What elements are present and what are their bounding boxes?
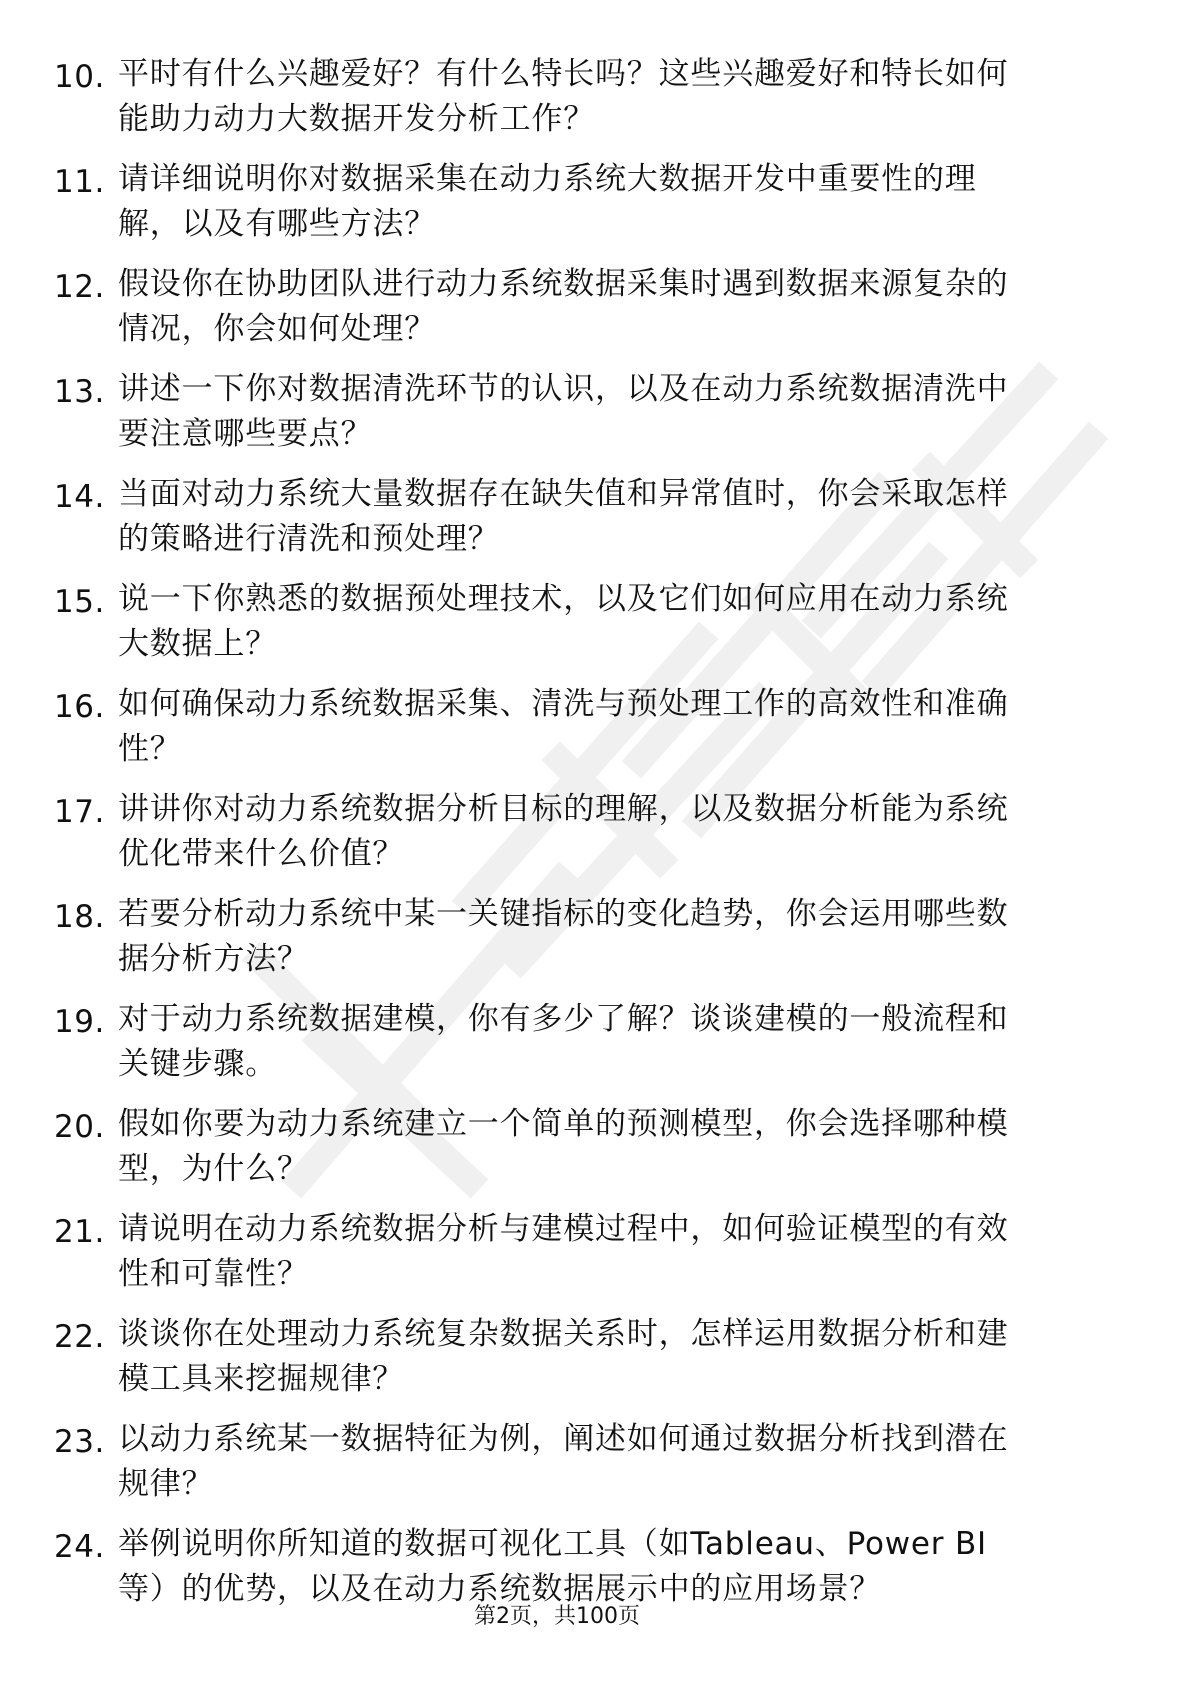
question-item-12 bbox=[0, 256, 1190, 361]
question-number: 10. bbox=[54, 59, 105, 95]
question-item-10 bbox=[0, 46, 1190, 151]
question-number: 21. bbox=[54, 1214, 105, 1250]
question-number: 18. bbox=[54, 899, 105, 935]
question-text: 谈谈你在处理动力系统复杂数据关系时，怎样运用数据分析和建模工具来挖掘规律？ bbox=[118, 1316, 1009, 1397]
question-number: 13. bbox=[54, 374, 105, 410]
question-item-21 bbox=[0, 1201, 1190, 1306]
question-text: 如何确保动力系统数据采集、清洗与预处理工作的高效性和准确性？ bbox=[118, 686, 1009, 767]
question-item-13 bbox=[0, 361, 1190, 466]
question-number: 16. bbox=[54, 689, 105, 725]
question-item-19 bbox=[0, 991, 1190, 1096]
question-text: 若要分析动力系统中某一关键指标的变化趋势，你会运用哪些数据分析方法？ bbox=[118, 896, 1009, 977]
question-text: 说一下你熟悉的数据预处理技术，以及它们如何应用在动力系统大数据上？ bbox=[118, 581, 1009, 662]
question-item-23 bbox=[0, 1411, 1190, 1516]
question-number: 23. bbox=[54, 1424, 105, 1460]
question-number: 22. bbox=[54, 1319, 105, 1355]
question-number: 19. bbox=[54, 1004, 105, 1040]
question-number: 11. bbox=[54, 164, 105, 200]
question-text: 对于动力系统数据建模，你有多少了解？谈谈建模的一般流程和关键步骤。 bbox=[118, 1001, 1009, 1082]
question-item-17 bbox=[0, 781, 1190, 886]
question-number: 17. bbox=[54, 794, 105, 830]
page-number-footer: 第2页，共100页 bbox=[474, 1604, 640, 1629]
question-number: 24. bbox=[54, 1529, 105, 1565]
question-item-11 bbox=[0, 151, 1190, 256]
question-number: 14. bbox=[54, 479, 105, 515]
question-list bbox=[0, 46, 1190, 1621]
question-number: 15. bbox=[54, 584, 105, 620]
question-item-16 bbox=[0, 676, 1190, 781]
question-text: 平时有什么兴趣爱好？有什么特长吗？这些兴趣爱好和特长如何能助力动力大数据开发分析工作？ bbox=[118, 56, 1009, 137]
question-item-20 bbox=[0, 1096, 1190, 1201]
question-text: 以动力系统某一数据特征为例，阐述如何通过数据分析找到潜在规律？ bbox=[118, 1421, 1009, 1502]
question-text: 假设你在协助团队进行动力系统数据采集时遇到数据来源复杂的情况，你会如何处理？ bbox=[118, 266, 1009, 347]
question-number: 20. bbox=[54, 1109, 105, 1145]
question-text: 讲讲你对动力系统数据分析目标的理解，以及数据分析能为系统优化带来什么价值？ bbox=[118, 791, 1009, 872]
question-item-14 bbox=[0, 466, 1190, 571]
question-text: 举例说明你所知道的数据可视化工具（如Tableau、Power BI等）的优势，以及在动力系统数据展示中的应用场景？ bbox=[118, 1526, 987, 1607]
question-text: 假如你要为动力系统建立一个简单的预测模型，你会选择哪种模型，为什么？ bbox=[118, 1106, 1009, 1187]
question-item-22 bbox=[0, 1306, 1190, 1411]
question-item-18 bbox=[0, 886, 1190, 991]
question-number: 12. bbox=[54, 269, 105, 305]
question-text: 当面对动力系统大量数据存在缺失值和异常值时，你会采取怎样的策略进行清洗和预处理？ bbox=[118, 476, 1009, 557]
question-text: 请说明在动力系统数据分析与建模过程中，如何验证模型的有效性和可靠性？ bbox=[118, 1211, 1009, 1292]
question-text: 讲述一下你对数据清洗环节的认识，以及在动力系统数据清洗中要注意哪些要点？ bbox=[118, 371, 1009, 452]
question-item-15 bbox=[0, 571, 1190, 676]
question-text: 请详细说明你对数据采集在动力系统大数据开发中重要性的理解，以及有哪些方法？ bbox=[118, 161, 977, 242]
